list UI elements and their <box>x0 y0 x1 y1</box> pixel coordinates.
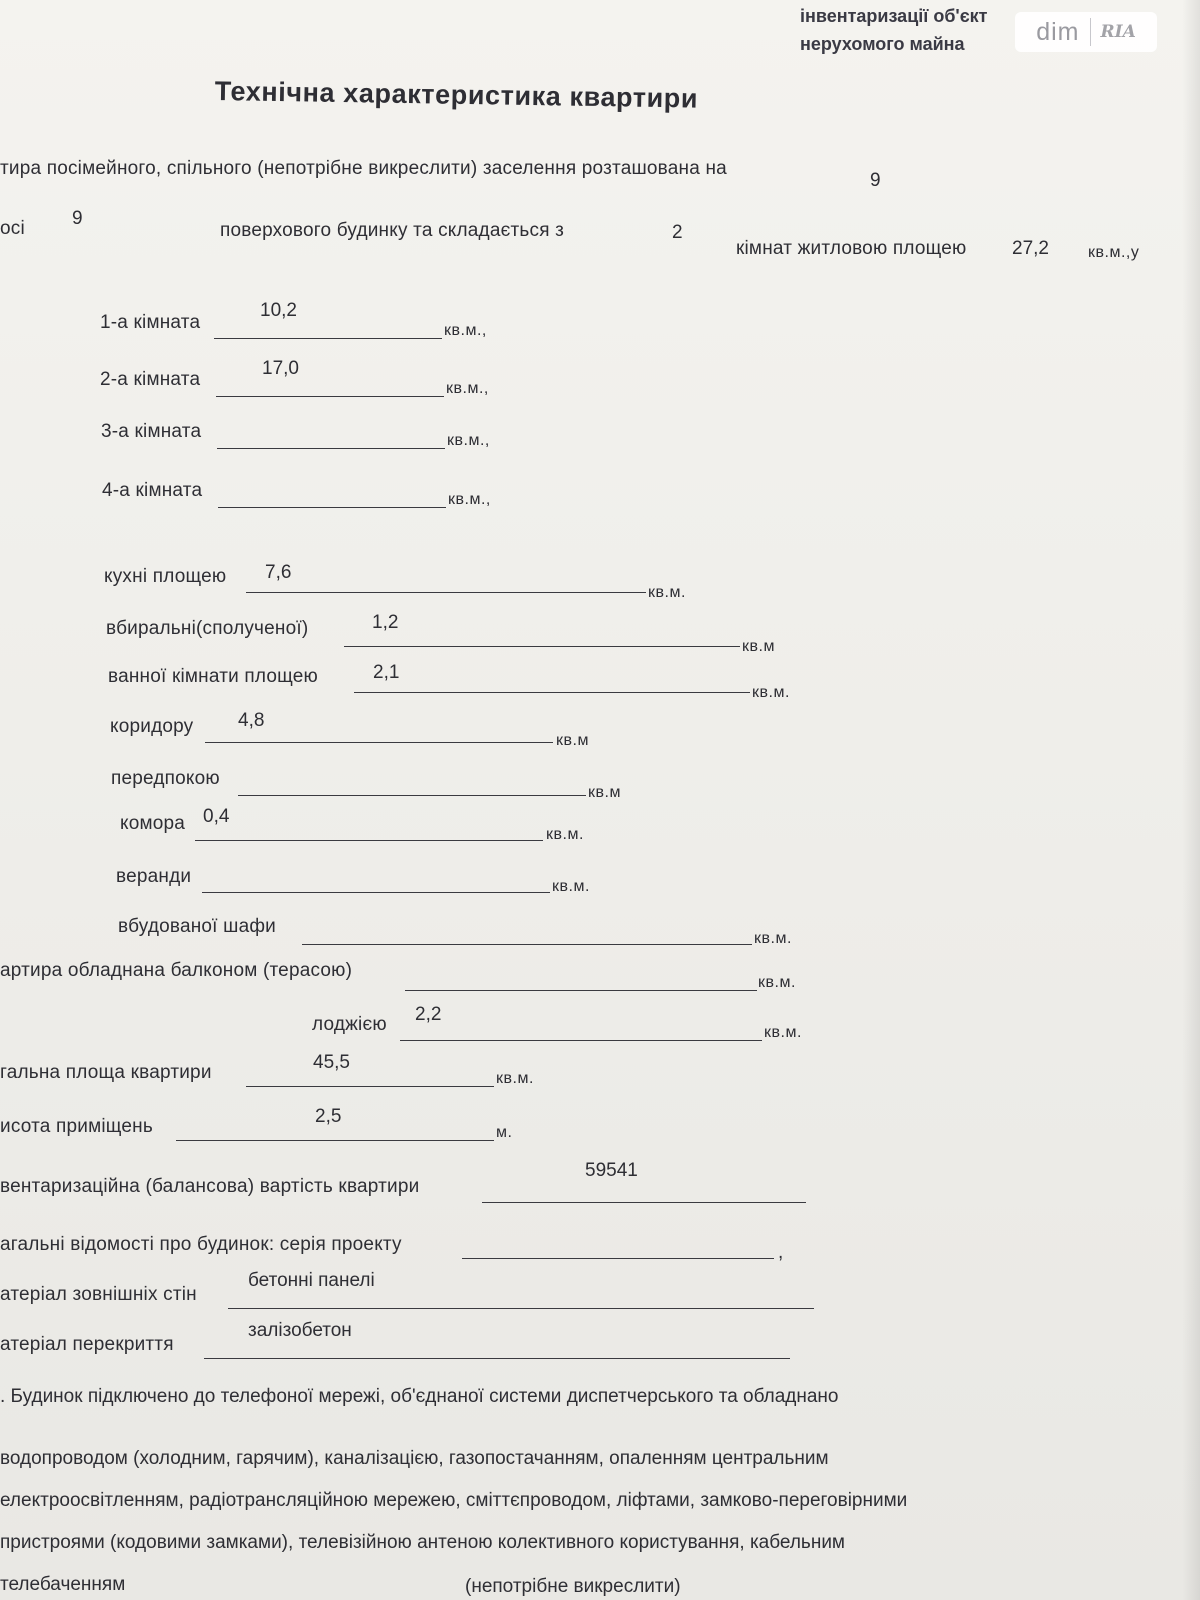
page-edge-shadow <box>1182 0 1200 1600</box>
paragraph-line: електроосвітленням, радіотрансляційною мережею, сміттєпроводом, ліфтами, замково-переговірними <box>0 1490 908 1511</box>
area-label: коридору <box>110 716 194 737</box>
walls-material-value: бетонні панелі <box>248 1270 375 1291</box>
room-value: 10,2 <box>260 300 297 321</box>
inventory-value-underline <box>482 1202 806 1203</box>
intro-total-floors-value: 9 <box>72 208 83 229</box>
area-label: комора <box>120 813 186 834</box>
paragraph-line: пристроями (кодовими замками), телевізійною антеною колективного користування, кабельним <box>0 1532 845 1553</box>
room-underline <box>217 448 445 449</box>
area-label: передпокою <box>111 768 220 789</box>
loggia-unit: кв.м. <box>764 1024 802 1041</box>
balcony-label: артира обладнана балконом (терасою) <box>0 960 353 981</box>
room-unit: кв.м., <box>448 491 491 508</box>
room-label: 2-а кімната <box>100 369 201 390</box>
area-underline <box>354 692 750 693</box>
area-label: ванної кімнати площею <box>108 666 318 687</box>
total-area-value: 45,5 <box>313 1052 350 1073</box>
floor-material-label: атеріал перекриття <box>0 1334 174 1355</box>
area-label: кухні площею <box>104 566 227 587</box>
intro-living-area-value: 27,2 <box>1012 238 1049 259</box>
dimria-watermark <box>1015 12 1157 52</box>
floor-material-underline <box>204 1358 790 1359</box>
area-underline <box>302 944 752 945</box>
room-label: 4-а кімната <box>102 480 203 501</box>
room-underline <box>214 338 442 339</box>
total-area-unit: кв.м. <box>496 1070 534 1087</box>
area-unit: кв.м. <box>546 826 584 843</box>
area-value: 0,4 <box>203 806 230 827</box>
watermark-divider <box>1090 18 1091 46</box>
header-line-2: нерухомого майна <box>800 34 965 54</box>
balcony-underline <box>405 990 757 991</box>
paragraph-line: водопроводом (холодним, гарячим), каналізацією, газопостачанням, опаленням центральним <box>0 1448 829 1469</box>
walls-material-underline <box>228 1308 814 1309</box>
header-line-1: інвентаризації об'єкт <box>800 6 988 26</box>
room-unit: кв.м., <box>447 432 490 449</box>
intro-line-2-prefix: осі <box>0 218 25 239</box>
area-value: 4,8 <box>238 710 265 731</box>
area-unit: кв.м <box>588 784 621 801</box>
header-text <box>800 2 987 58</box>
inventory-value-label: вентаризаційна (балансова) вартість квартири <box>0 1176 420 1197</box>
area-unit: кв.м. <box>754 930 792 947</box>
ceiling-height-underline <box>176 1140 494 1141</box>
area-underline <box>205 742 553 743</box>
area-label: вбудованої шафи <box>118 916 276 937</box>
area-label: вбиральні(сполученої) <box>106 618 309 639</box>
project-series-label: агальні відомості про будинок: серія проекту <box>0 1234 402 1255</box>
project-series-end: , <box>778 1242 784 1263</box>
area-value: 2,1 <box>373 662 400 683</box>
project-series-underline <box>462 1258 774 1259</box>
watermark-brand: RIA <box>1100 22 1136 42</box>
room-unit: кв.м., <box>444 322 487 339</box>
watermark-text: dim <box>1036 17 1080 46</box>
area-unit: кв.м <box>556 732 589 749</box>
balcony-unit: кв.м. <box>758 974 796 991</box>
paragraph-note: (непотрібне викреслити) <box>465 1576 681 1597</box>
inventory-value-value: 59541 <box>585 1160 638 1181</box>
area-label: веранди <box>116 866 192 887</box>
room-underline <box>216 396 444 397</box>
area-value: 1,2 <box>372 612 399 633</box>
room-value: 17,0 <box>262 358 299 379</box>
room-label: 3-а кімната <box>101 421 202 442</box>
area-underline <box>246 592 646 593</box>
area-unit: кв.м <box>742 638 775 655</box>
intro-floor-value: 9 <box>870 170 881 191</box>
intro-line-2-mid: поверхового будинку та складається з <box>220 220 565 241</box>
total-area-underline <box>246 1086 494 1087</box>
intro-line-1: тира посімейного, спільного (непотрібне викреслити) заселення розташована на <box>0 158 727 179</box>
loggia-label: лоджією <box>312 1014 387 1035</box>
ceiling-height-unit: м. <box>496 1124 513 1141</box>
walls-material-label: атеріал зовнішніх стін <box>0 1284 197 1305</box>
area-underline <box>202 892 550 893</box>
ceiling-height-value: 2,5 <box>315 1106 342 1127</box>
intro-unit-end: кв.м.,у <box>1088 244 1140 261</box>
intro-line-2-end: кімнат житловою площею <box>736 238 967 259</box>
loggia-underline <box>400 1040 762 1041</box>
intro-rooms-count-value: 2 <box>672 222 683 243</box>
area-underline <box>238 795 586 796</box>
area-underline <box>344 646 740 647</box>
ceiling-height-label: исота приміщень <box>0 1116 153 1137</box>
area-unit: кв.м. <box>752 684 790 701</box>
area-underline <box>195 840 543 841</box>
room-underline <box>218 507 446 508</box>
paragraph-line: телебаченням <box>0 1574 126 1595</box>
paragraph-line: . Будинок підключено до телефоної мережі, об'єднаної системи диспетчерського та обладнано <box>0 1386 839 1407</box>
total-area-label: гальна площа квартири <box>0 1062 212 1083</box>
floor-material-value: залізобетон <box>248 1320 352 1341</box>
area-value: 7,6 <box>265 562 292 583</box>
area-unit: кв.м. <box>648 584 686 601</box>
area-unit: кв.м. <box>552 878 590 895</box>
room-unit: кв.м., <box>446 380 489 397</box>
loggia-value: 2,2 <box>415 1004 442 1025</box>
document-title: Технічна характеристика квартири <box>214 76 699 114</box>
room-label: 1-а кімната <box>100 312 201 333</box>
